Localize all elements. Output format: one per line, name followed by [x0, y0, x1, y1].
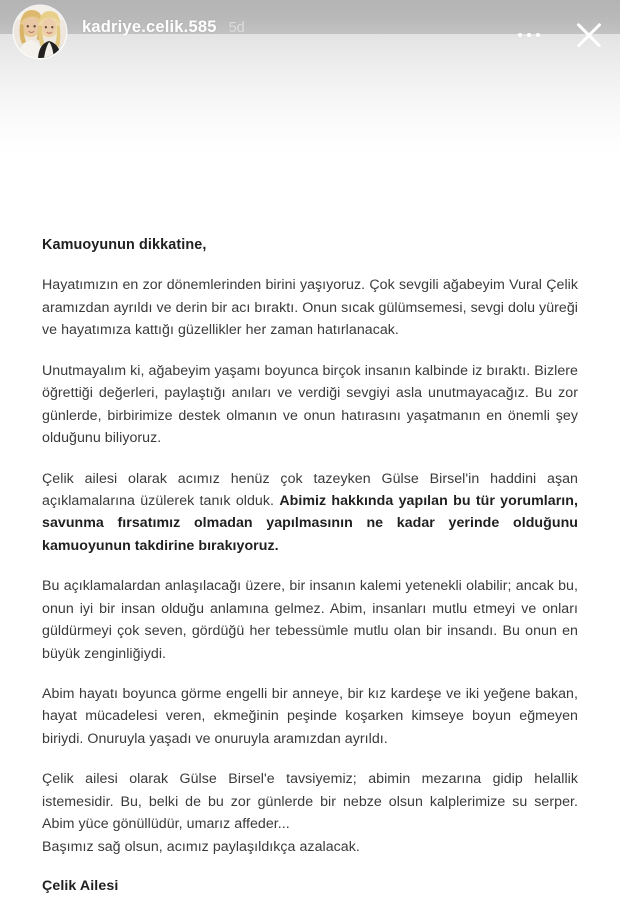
- statement-text: Unutmayalım ki, ağabeyim yaşamı boyunca birçok insanın kalbinde iz bıraktı. Bizlere öğrettiği değerleri, paylaştığı anıları ve verdiği sevgiyi asla unutmayacağız. Bu zor günlerde, birbirimize destek olmanın ve onun hatırasını yaşatmanın en önemli şey olduğunu biliyoruz.: [42, 362, 578, 447]
- avatar[interactable]: [14, 6, 66, 58]
- statement-paragraph: [42, 468, 578, 558]
- more-dot: [518, 33, 523, 38]
- statement-paragraph: [42, 274, 578, 341]
- statement-paragraph: [42, 768, 578, 835]
- story-header-actions: [512, 18, 607, 52]
- statement-text: Çelik ailesi olarak acımız henüz çok tazeyken Gülse Birsel'in haddini aşan açıklamalarına üzülerek tanık olduk.: [42, 470, 578, 509]
- statement-text: Abim hayatı boyunca görme engelli bir anneye, bir kız kardeşe ve iki yeğene bakan, hayat mücadelesi veren, ekmeğinin peşinde koşarken kimseye boyun eğmeyen biriydi. Onuruyla yaşadı ve onuruyla aramızdan ayrıldı.: [42, 686, 578, 747]
- more-horizontal-icon[interactable]: [512, 27, 547, 44]
- statement-heading: Kamuoyunun dikkatine,: [42, 237, 207, 253]
- close-icon[interactable]: [572, 18, 606, 52]
- timestamp-label: 5d: [228, 20, 245, 36]
- statement-paragraph-list: [42, 274, 578, 835]
- story-header: [0, 0, 620, 62]
- statement-signature: Çelik Ailesi: [42, 878, 119, 895]
- story-header-text: [82, 18, 512, 37]
- statement-paragraph: [42, 360, 578, 450]
- more-dot: [527, 33, 532, 38]
- statement-signoff: Başımız sağ olsun, acımız paylaşıldıkça azalacak.: [42, 838, 360, 855]
- statement-paragraph: [42, 683, 578, 750]
- more-dot: [536, 33, 541, 38]
- statement-emphasis: Abimiz hakkında yapılan bu tür yorumların, savunma fırsatımız olmadan yapılmasının ne kadar yerinde olduğunu kamuoyunun takdirine bırakıyoruz.: [42, 492, 578, 554]
- statement-card: [42, 236, 578, 897]
- statement-paragraph: [42, 575, 578, 665]
- statement-text: Çelik ailesi olarak Gülse Birsel'e tavsiyemiz; abimin mezarına gidip helallik istemesidir. Bu, belki de bu zor günlerde bir nebze olsun kalplerimize su serper. Abim yüce gönüllüdür, umarız affeder...: [42, 771, 578, 833]
- statement-text: Hayatımızın en zor dönemlerinden birini yaşıyoruz. Çok sevgili ağabeyim Vural Çelik aramızdan ayrıldı ve derin bir acı bıraktı. Onun sıcak gülümsemesi, sevgi dolu yüreği ve hayatımıza kattığı güzellikler her zaman hatırlanacak.: [42, 277, 578, 339]
- username-label[interactable]: kadriye.celik.585: [82, 18, 217, 36]
- statement-text: Bu açıklamalardan anlaşılacağı üzere, bir insanın kalemi yetenekli olabilir; ancak bu, onun iyi bir insan olduğu anlamına gelmez. Abim, insanları mutlu etmeyi ve onları güldürmeyi çok seven, gördüğü her tebessümle mutlu olan bir insandı. Bu onun en büyük zenginliğiydi.: [42, 578, 578, 662]
